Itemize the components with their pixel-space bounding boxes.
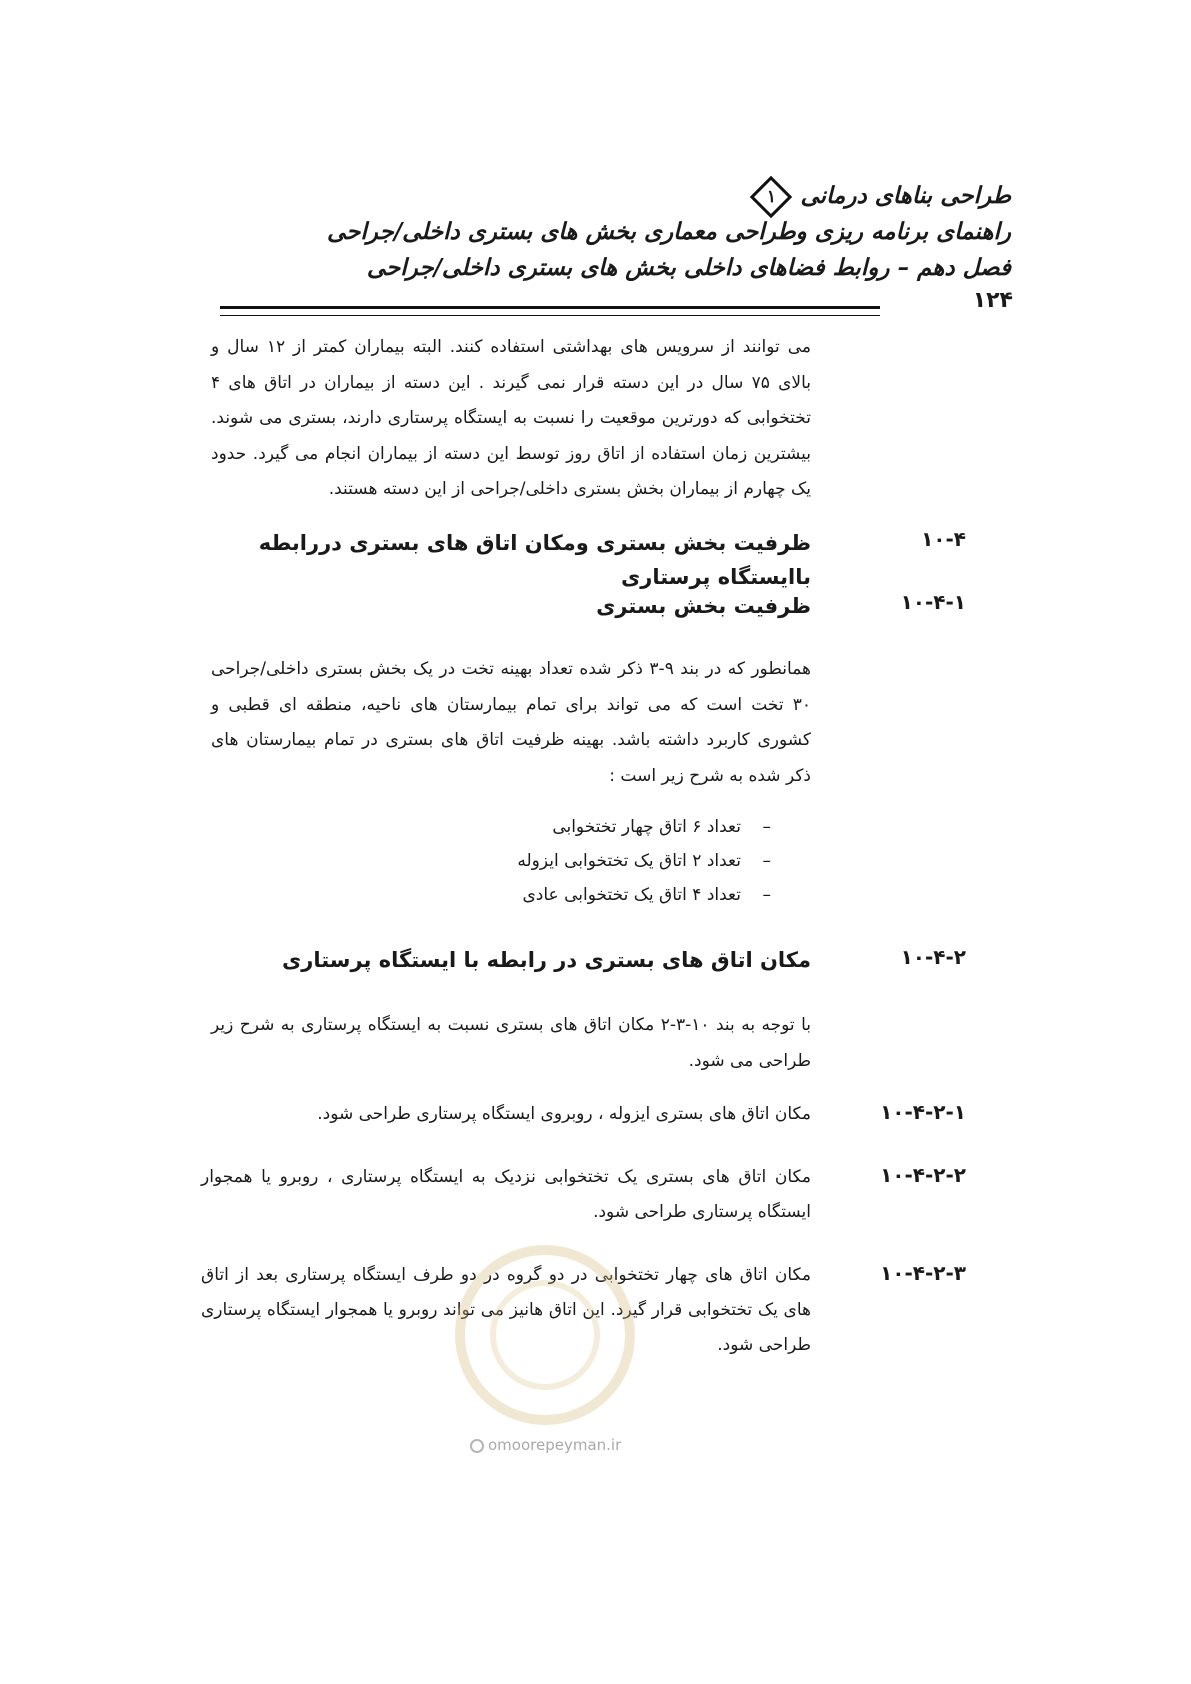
volume-number: ۱ (766, 187, 777, 207)
subsection-heading: ظرفیت بخش بستری (596, 594, 811, 618)
list-item: –تعداد ۶ اتاق چهار تختخوابی (351, 810, 771, 844)
list-item: –تعداد ۴ اتاق یک تختخوابی عادی (351, 878, 771, 912)
subsection-heading: مکان اتاق های بستری در رابطه با ایستگاه پرستاری (282, 948, 811, 972)
bullet-dash: – (762, 885, 771, 905)
subsection-number: ۱۰-۴-۱ (900, 590, 966, 614)
volume-badge-icon (756, 182, 786, 212)
section-heading: ظرفیت بخش بستری ومکان اتاق های بستری دررابطه باایستگاه پرستاری (258, 531, 811, 589)
header-book-title-line (211, 178, 1011, 214)
section-number: ۱۰-۴ (921, 527, 966, 551)
running-header (211, 178, 1011, 286)
capacity-paragraph: همانطور که در بند ۹-۳ ذکر شده تعداد بهینه تخت در یک بخش بستری داخلی/جراحی ۳۰ تخت است که می تواند برای تمام بیمارستان های ناحیه، منطقه ای قطبی و کشوری کاربرد داشته باشد. بهینه ظرفیت اتاق های بستری در تمام بیمارستان های ذکر شده به شرح زیر است : (211, 659, 811, 786)
list-item: –تعداد ۲ اتاق یک تختخوابی ایزوله (351, 844, 771, 878)
subsection-number: ۱۰-۴-۲ (900, 945, 966, 969)
watermark-url: omoorepeyman.ir (470, 1436, 621, 1454)
header-chapter-title: فصل دهم – روابط فضاهای داخلی بخش های بستری داخلی/جراحی (366, 254, 1011, 281)
subitem-number: ۱۰-۴-۲-۳ (880, 1261, 966, 1285)
location-paragraph: با توجه به بند ۱۰-۳-۲ مکان اتاق های بستری نسبت به ایستگاه پرستاری به شرح زیر طراحی می شود. (211, 1015, 812, 1071)
page-number: ۱۲۴ (972, 288, 1013, 313)
subitem-text: مکان اتاق های بستری یک تختخوابی نزدیک به ایستگاه پرستاری ، روبرو یا همجوار ایستگاه پرستاری طراحی شود. (201, 1167, 811, 1222)
header-guide-title: راهنمای برنامه ریزی وطراحی معماری بخش های بستری داخلی/جراحی (327, 218, 1011, 245)
subitem-number: ۱۰-۴-۲-۱ (880, 1100, 966, 1124)
intro-paragraph: می توانند از سرویس های بهداشتی استفاده کنند. البته بیماران کمتر از ۱۲ سال و بالای ۷۵ سال در این دسته قرار نمی گیرند . این دسته از بیماران در اتاق های ۴ تختخوابی که دورترین موقعیت را نسبت به ایستگاه پرستاری دارند، بستری می شوند. بیشترین زمان استفاده از اتاق روز توسط این دسته از بیماران انجام می گیرد. حدود یک چهارم از بیماران بخش بستری داخلی/جراحی از این دسته هستند. (211, 337, 811, 499)
at-sign-icon (470, 1439, 484, 1453)
watermark-seal-icon (455, 1245, 635, 1425)
subitem-number: ۱۰-۴-۲-۲ (880, 1163, 966, 1187)
subitem-text: مکان اتاق های چهار تختخوابی در دو گروه در دو طرف ایستگاه پرستاری بعد از اتاق های یک تختخوابی قرار گیرد. این اتاق هانیز می تواند روبرو یا همجوار ایستگاه پرستاری طراحی شود. (201, 1265, 811, 1355)
room-capacity-list (351, 810, 771, 912)
bullet-dash: – (762, 851, 771, 871)
header-book-title: طراحی بناهای درمانی (800, 182, 1011, 209)
subitem-text: مکان اتاق های بستری ایزوله ، روبروی ایستگاه پرستاری طراحی شود. (317, 1104, 811, 1124)
header-divider (220, 306, 880, 316)
bullet-dash: – (762, 817, 771, 837)
